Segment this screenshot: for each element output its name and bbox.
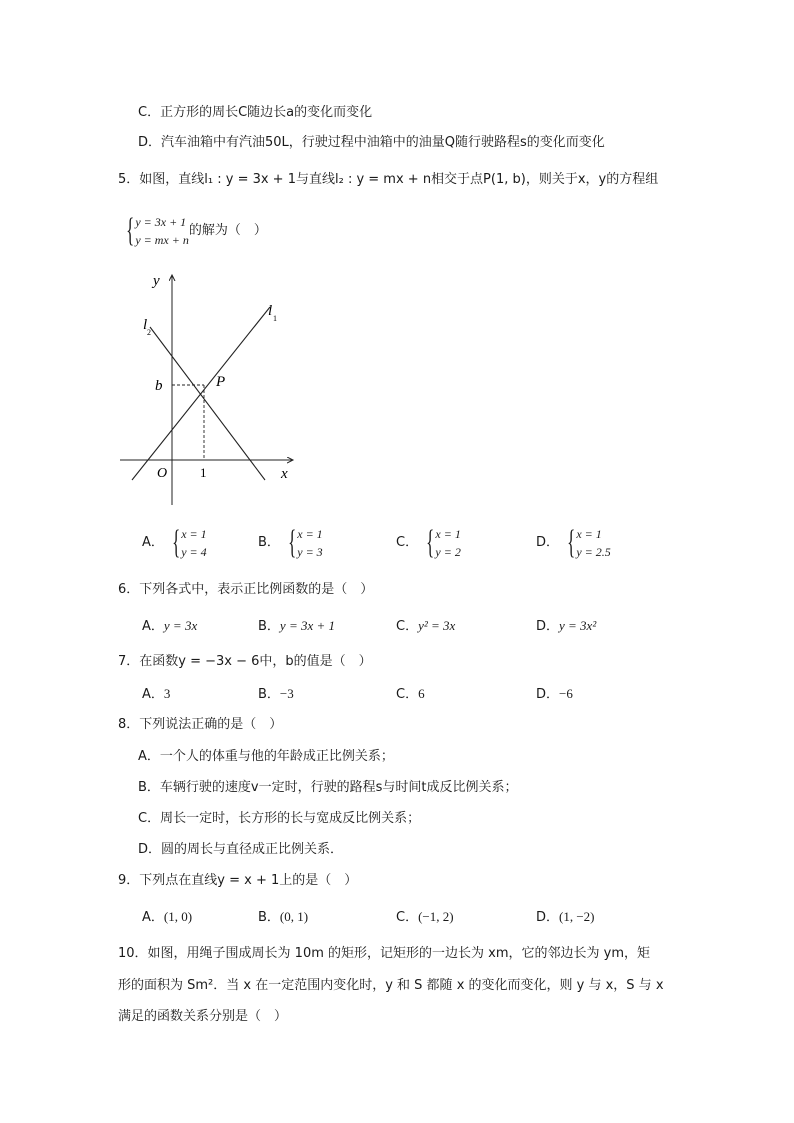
label-l1: l <box>268 303 273 319</box>
q7-stem: 7．在函数y = −3x − 6中，b的值是（ ） <box>118 654 372 669</box>
q6-option-b: B．y = 3x + 1 <box>258 618 336 634</box>
label-tick-1: 1 <box>200 465 207 480</box>
q5-stem-tail: 的解为（ ） <box>188 223 267 238</box>
line-l2 <box>150 327 265 480</box>
q8-option-a: A．一个人的体重与他的年龄成正比例关系； <box>138 749 394 764</box>
q8-option-d: D．圆的周长与直径成正比例关系． <box>138 842 344 857</box>
label-l1-sub: 1 <box>273 314 277 323</box>
q8-option-c: C．周长一定时，长方形的长与宽成反比例关系； <box>138 811 421 826</box>
q9-option-b: B．(0, 1) <box>258 909 309 925</box>
q6-stem: 6．下列各式中，表示正比例函数的是（ ） <box>118 582 374 597</box>
q9-stem: 9．下列点在直线y = x + 1上的是（ ） <box>118 873 358 888</box>
q10-line2: 形的面积为 Sm²．当 x 在一定范围内变化时，y 和 S 都随 x 的变化而变化，则 y 与 x，S 与 x <box>118 978 664 993</box>
q6-option-a: A．y = 3x <box>142 618 198 634</box>
label-l2-sub: 2 <box>147 328 151 337</box>
label-tick-b: b <box>155 378 163 394</box>
q7-option-c: C．6 <box>396 686 425 702</box>
q4-option-c: C．正方形的周长C随边长a的变化而变化 <box>138 105 373 120</box>
q7-option-a: A．3 <box>142 686 171 702</box>
q7-option-d: D．−6 <box>536 686 573 702</box>
q4-option-d: D．汽车油箱中有汽油50L，行驶过程中油箱中的油量Q随行驶路程s的变化而变化 <box>138 135 605 150</box>
q6-option-c: C．y² = 3x <box>396 618 456 634</box>
q6-option-d: D．y = 3x² <box>536 618 597 634</box>
q5-option-d: D． { x = 1 y = 2.5 <box>536 523 611 561</box>
label-y-axis: y <box>153 273 160 289</box>
q10-line3: 满足的函数关系分别是（ ） <box>118 1009 288 1024</box>
q9-option-a: A．(1, 0) <box>142 909 193 925</box>
q5-figure <box>115 265 305 510</box>
q5-option-c: C． { x = 1 y = 2 <box>396 523 461 561</box>
q5-system-eq2: y = mx + n <box>135 232 189 247</box>
label-x-axis: x <box>281 466 288 482</box>
q8-stem: 8．下列说法正确的是（ ） <box>118 717 283 732</box>
q8-option-b: B．车辆行驶的速度v一定时，行驶的路程s与时间t成反比例关系； <box>138 780 518 795</box>
label-l2: l <box>143 317 148 333</box>
label-origin: O <box>157 466 168 481</box>
q9-option-d: D．(1, −2) <box>536 909 595 925</box>
q5-system: { y = 3x + 1 y = mx + n 的解为（ ） <box>126 211 267 249</box>
line-l1 <box>132 307 270 480</box>
q5-system-eq1: y = 3x + 1 <box>135 214 187 229</box>
q10-line1: 10．如图，用绳子围成周长为 10m 的矩形，记矩形的一边长为 xm，它的邻边长为 ym，矩 <box>118 946 650 961</box>
q5-option-a: A． { x = 1 y = 4 <box>142 523 207 561</box>
q5-stem: 5．如图，直线l₁ : y = 3x + 1与直线l₂ : y = mx + n相交于点P(1, b)，则关于x，y的方程组 <box>118 172 659 187</box>
q5-option-b: B． { x = 1 y = 3 <box>258 523 323 561</box>
q7-option-b: B．−3 <box>258 686 294 702</box>
label-point-p: P <box>216 374 226 390</box>
q9-option-c: C．(−1, 2) <box>396 909 454 925</box>
